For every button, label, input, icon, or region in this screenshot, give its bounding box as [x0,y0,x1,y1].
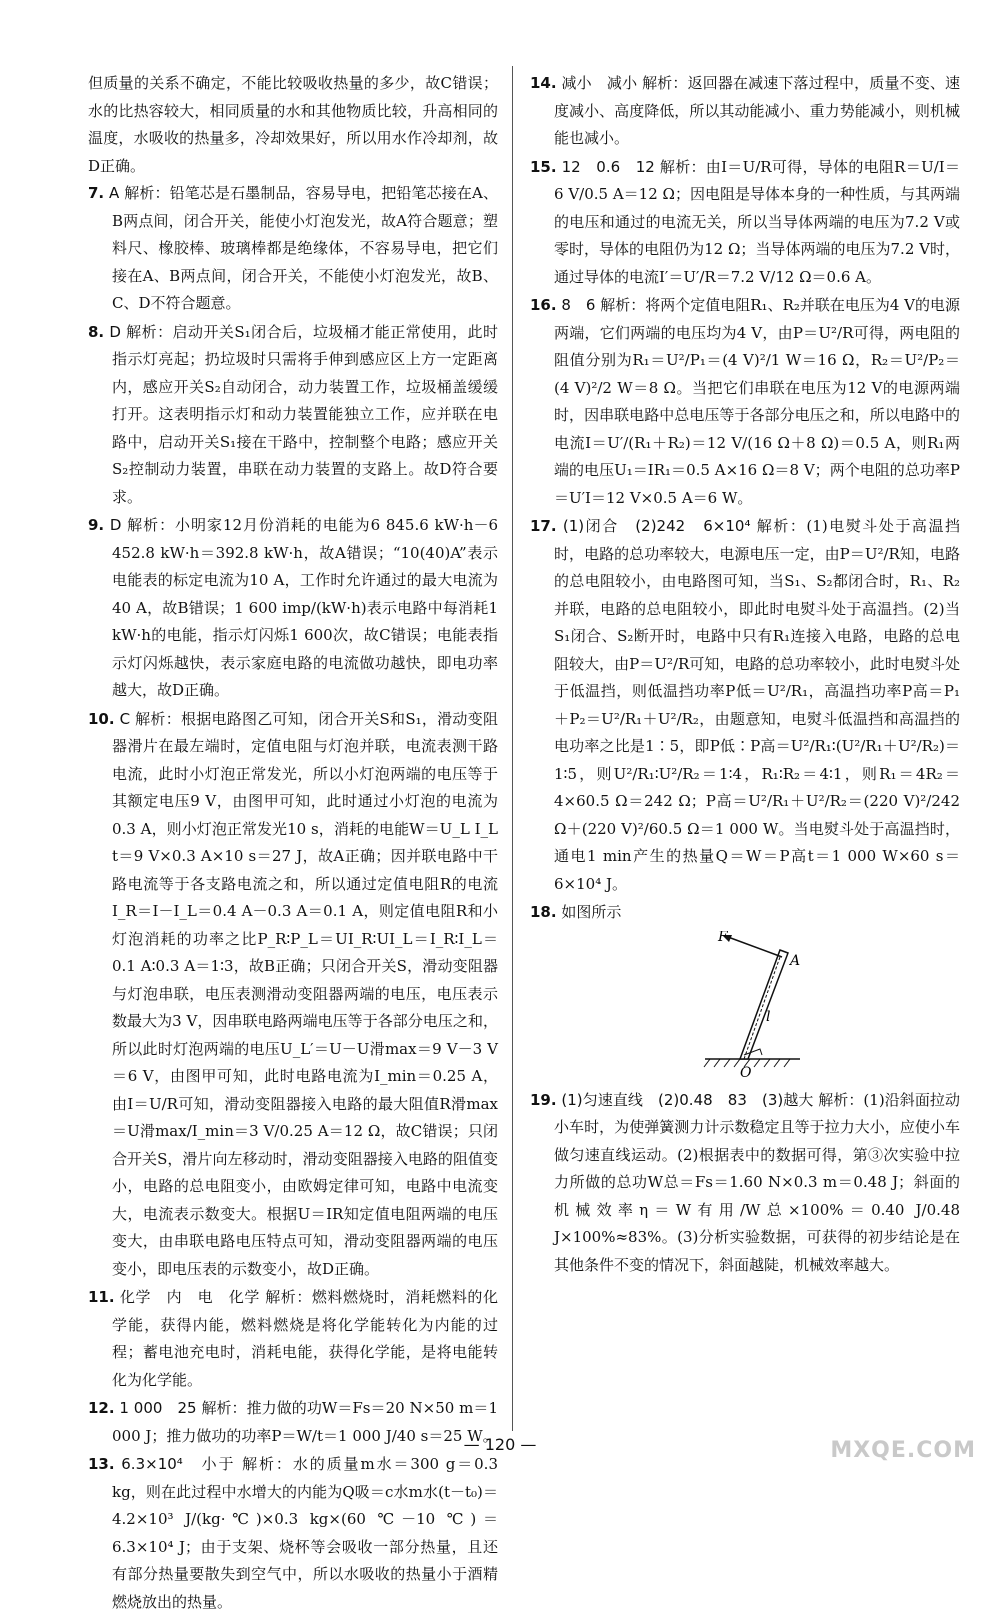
item-answer: A [109,184,120,202]
item-number: 7. [88,184,105,202]
answer-item-11 [88,1284,498,1394]
column-divider [512,66,513,1431]
item-explanation: 解析：水的质量m水＝300 g＝0.3 kg，则在此过程中水增大的内能为Q吸＝c水m水(t－t₀)＝4.2×10³ J/(kg·℃)×0.3 kg×(60 ℃－10 ℃)＝6.3×10⁴ J；由于支架、烧杯等会吸收一部分热量，且还有部分热量要散失到空气中，所以水吸收的热量小于酒精燃烧放出的热量。 [112,1455,498,1611]
item-explanation: 解析：将两个定值电阻R₁、R₂并联在电压为4 V的电源两端，它们两端的电压均为4 V，由P＝U²/R可得，两电阻的阻值分别为R₁＝U²/P₁＝(4 V)²/1 W＝16 Ω，R₂＝U²/P₂＝(4 V)²/2 W＝8 Ω。当把它们串联在电压为12 V的电源两端时，因串联电路中总电压等于各部分电压之和，所以电路中的电流I＝U′/(R₁＋R₂)＝12 V/(16 Ω＋8 Ω)＝0.5 A，则R₁两端的电压U₁＝IR₁＝0.5 A×16 Ω＝8 V；两个电阻的总功率P＝U′I＝12 V×0.5 A＝6 W。 [554,296,960,507]
item-number: 18. [530,903,557,921]
answer-item-8 [88,319,498,512]
item-number: 19. [530,1090,557,1109]
answer-item-15 [530,154,960,292]
item-number: 8. [88,322,105,341]
answer-item-7 [88,180,498,318]
item-number: 16. [530,296,557,314]
item-answer: 化学 内 电 化学 [119,1288,260,1306]
left-column [88,70,498,1617]
item-answer: D [109,516,122,534]
item-explanation: 解析：(1)电熨斗处于高温挡时，电路的总功率较大，电源电压一定，由P＝U²/R知，电路的总电阻较小，由电路图可知，当S₁、S₂都闭合时，R₁、R₂并联，电路的总电阻较小，即此时电熨斗处于高温挡。(2)当S₁闭合、S₂断开时，电路中只有R₁连接入电路，电路的总电阻较大，由P＝U²/R可知，电路的总功率较小，此时电熨斗处于低温挡，则低温挡功率P低＝U²/R₁，高温挡功率P高＝P₁＋P₂＝U²/R₁＋U²/R₂，由题意知，电熨斗低温挡和高温挡的电功率之比是1∶5，即P低∶P高＝U²/R₁∶(U²/R₁＋U²/R₂)＝1∶5，则U²/R₁∶U²/R₂＝1∶4，R₁∶R₂＝4∶1，则R₁＝4R₂＝4×60.5 Ω＝242 Ω；P高＝U²/R₁＋U²/R₂＝(220 V)²/242 Ω＋(220 V)²/60.5 Ω＝1 000 W。当电熨斗处于高温挡时，通电1 min产生的热量Q＝W＝P高t＝1 000 W×60 s＝6×10⁴ J。 [554,517,960,893]
page-number: — 120 — [463,1435,537,1454]
item-answer: (1)匀速直线 (2)0.48 83 (3)越大 [561,1090,814,1109]
answer-item-17 [530,513,960,898]
item-answer: 1 000 25 [119,1399,197,1417]
item-answer: C [119,709,131,728]
item-explanation: 如图所示 [561,903,622,921]
item-number: 14. [530,74,557,92]
item-answer: (1)闭合 (2)242 6×10⁴ [562,517,751,535]
item-number: 15. [530,157,557,176]
item-explanation: 解析：(1)沿斜面拉动小车时，为使弹簧测力计示数稳定且等于拉力大小，应使小车做匀速直线运动。(2)根据表中的数据可得，第③次实验中拉力所做的总功W总＝Fs＝1.60 N×0.3 m＝0.48 J；斜面的机械效率η＝W有用/W总×100%＝0.40 J/0.48 J×100%≈83%。(3)分析实验数据，可获得的初步结论是在其他条件不变的情况下，斜面越陡，机械效率越大。 [554,1090,960,1274]
answer-item-18 [530,899,960,927]
label-O: O [740,1064,752,1081]
item-number: 13. [88,1455,115,1473]
item-explanation: 解析：推力做的功W＝Fs＝20 N×50 m＝1 000 J；推力做功的功率P＝W/t＝1 000 J/40 s＝25 W。 [112,1399,498,1445]
answer-item-14 [530,70,960,153]
item-number: 11. [88,1288,115,1306]
item-explanation: 解析：根据电路图乙可知，闭合开关S和S₁，滑动变阻器滑片在最左端时，定值电阻与灯泡并联，电流表测干路电流，此时小灯泡正常发光，所以小灯泡两端的电压等于其额定电压9 V，由图甲可知，此时通过小灯泡的电流为0.3 A，则小灯泡正常发光10 s，消耗的电能W＝U_L I_L t＝9 V×0.3 A×10 s＝27 J，故A正确；因并联电路中干路电流等于各支路电流之和，所以通过定值电阻R的电流I_R＝I－I_L＝0.4 A－0.3 A＝0.1 A，则定值电阻R和小灯泡消耗的功率之比P_R∶P_L＝UI_R∶UI_L＝I_R∶I_L＝0.1 A∶0.3 A＝1∶3，故B正确；只闭合开关S，滑动变阻器与灯泡串联，电压表测滑动变阻器两端的电压，电压表示数最大为3 V，因串联电路两端电压等于各部分电压之和，所以此时灯泡两端的电压U_L′＝U－U滑max＝9 V－3 V＝6 V，由图甲可知，此时电路电流为I_min＝0.25 A，由I＝U/R可知，滑动变阻器接入电路的最大阻值R滑max＝U滑max/I_min＝3 V/0.25 A＝12 Ω，故C错误；只闭合开关S，滑片向左移动时，滑动变阻器接入电路的阻值变小，电路的总电阻变小，由欧姆定律可知，电路中电流变大，电流表示数变大。根据U＝IR知定值电阻两端的电压变大，由串联电路电压特点可知，滑动变阻器两端的电压变小，即电压表的示数变小，故D正确。 [112,709,498,1278]
answer-item-9 [88,512,498,705]
label-l: l [766,1008,771,1025]
continued-paragraph: 但质量的关系不确定，不能比较吸收热量的多少，故C错误；水的比热容较大，相同质量的水和其他物质比较，升高相同的温度，水吸收的热量多，冷却效果好，所以用水作冷却剂，故D正确。 [88,74,498,175]
right-column [530,70,960,1280]
label-A: A [790,952,801,969]
item-answer: 6.3×10⁴ 小于 [121,1455,236,1473]
item-explanation: 解析：燃料燃烧时，消耗燃料的化学能，获得内能，燃料燃烧是将化学能转化为内能的过程；蓄电池充电时，消耗电能，获得化学能，是将电能转化为化学能。 [112,1288,498,1389]
item-number: 9. [88,516,105,534]
item-answer: 8 6 [561,296,596,314]
item-number: 10. [88,709,115,728]
force-line [728,937,782,957]
item-number: 17. [530,517,557,535]
lever-force-diagram [530,931,960,1081]
item-explanation: 解析：小明家12月份消耗的电能为6 845.6 kW·h－6 452.8 kW·h＝392.8 kW·h，故A错误；“10(40)A”表示电能表的标定电流为10 A，工作时允许通过的最大电流为40 A，故B错误；1 600 imp/(kW·h)表示电路中每消耗1 kW·h的电能，指示灯闪烁1 600次，故C错误；电能表指示灯闪烁越快，表示家庭电路的电流做功越快，即电功率越大，故D正确。 [112,516,498,699]
item-answer: 12 0.6 12 [561,157,655,176]
watermark-logo: MXQE.COM [830,1438,976,1463]
item-number: 12. [88,1399,115,1417]
item-explanation: 解析：返回器在减速下落过程中，质量不变、速度减小、高度降低，所以其动能减小、重力势能减小，则机械能也减小。 [554,74,960,147]
item-answer: D [109,322,121,341]
item-explanation: 解析：启动开关S₁闭合后，垃圾桶才能正常使用，此时指示灯亮起；扔垃圾时只需将手伸到感应区上方一定距离内，感应开关S₂自动闭合，动力装置工作，垃圾桶盖缓缓打开。这表明指示灯和动力装置能独立工作，应并联在电路中，启动开关S₁接在干路中，控制整个电路；感应开关S₂控制动力装置，串联在动力装置的支路上。故D符合要求。 [112,322,498,506]
item-explanation: 解析：由I＝U/R可得，导体的电阻R＝U/I＝6 V/0.5 A＝12 Ω；因电阻是导体本身的一种性质，与其两端的电压和通过的电流无关，所以当导体两端的电压为7.2 V或零时，导体的电阻仍为12 Ω；当导体两端的电压为7.2 V时，通过导体的电流I′＝U′/R＝7.2 V/12 Ω＝0.6 A。 [554,157,960,286]
label-F: F [718,930,728,945]
answer-item-10 [88,706,498,1284]
item-explanation: 解析：铅笔芯是石墨制品，容易导电，把铅笔芯接在A、B两点间，闭合开关，能使小灯泡发光，故A符合题意；塑料尺、橡胶棒、玻璃棒都是绝缘体，不容易导电，把它们接在A、B两点间，闭合开关，不能使小灯泡发光，故B、C、D不符合题意。 [112,184,498,312]
answer-item-16 [530,292,960,512]
answer-item-13 [88,1451,498,1616]
lever-plank [740,950,788,1059]
item-answer: 减小 减小 [561,74,638,92]
answer-item-19 [530,1087,960,1280]
lever-diagram-svg [690,931,850,1081]
